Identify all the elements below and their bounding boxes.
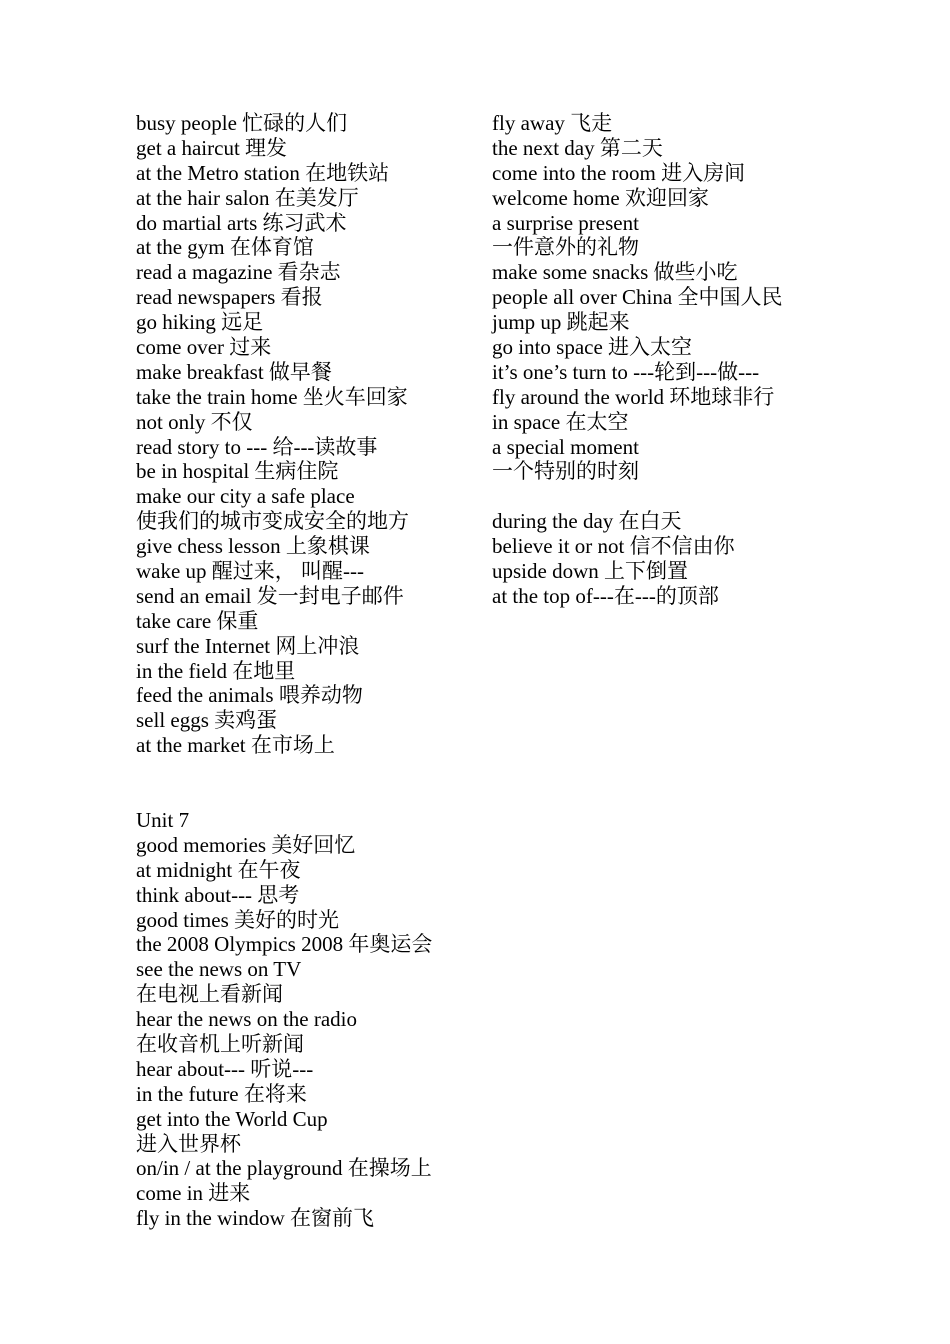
vocab-line: come over 过来: [136, 335, 272, 360]
vocab-line: at midnight 在午夜: [136, 857, 301, 882]
vocab-line: take the train home 坐火车回家: [136, 384, 408, 409]
blank-line: [136, 758, 466, 783]
vocab-line: at the hair salon 在美发厅: [136, 185, 359, 210]
vocab-line: read story to --- 给---读故事: [136, 434, 378, 459]
vocab-line: it’s one’s turn to ---轮到---做---: [492, 359, 760, 384]
vocab-line: the next day 第二天: [492, 135, 663, 160]
unit-heading: Unit 7: [136, 807, 190, 832]
blank-line: [492, 484, 822, 509]
vocab-line: 在收音机上听新闻: [136, 1031, 304, 1056]
left-column: [136, 111, 466, 1231]
vocab-line: fly in the window 在窗前飞: [136, 1206, 374, 1231]
vocab-line: see the news on TV: [136, 957, 302, 982]
vocab-line: fly away 飞走: [492, 111, 613, 135]
vocab-line: send an email 发一封电子邮件: [136, 583, 404, 608]
vocab-line: go hiking 远足: [136, 310, 264, 335]
vocab-line: on/in / at the playground 在操场上: [136, 1156, 432, 1181]
right-column: [492, 111, 822, 609]
vocab-line: not only 不仅: [136, 409, 253, 434]
vocab-line: 在电视上看新闻: [136, 982, 283, 1007]
vocab-line: get into the World Cup: [136, 1106, 328, 1131]
vocab-line: the 2008 Olympics 2008 年奥运会: [136, 932, 433, 957]
vocab-line: make some snacks 做些小吃: [492, 260, 738, 285]
vocab-line: read newspapers 看报: [136, 285, 323, 310]
vocab-line: in the future 在将来: [136, 1081, 307, 1106]
vocab-line: come into the room 进入房间: [492, 160, 746, 185]
vocab-line: welcome home 欢迎回家: [492, 185, 709, 210]
vocab-line: sell eggs 卖鸡蛋: [136, 708, 278, 733]
vocab-line: read a magazine 看杂志: [136, 260, 341, 285]
vocab-line: come in 进来: [136, 1181, 251, 1206]
vocab-line: take care 保重: [136, 608, 259, 633]
vocab-line: make breakfast 做早餐: [136, 359, 332, 384]
vocab-line: give chess lesson 上象棋课: [136, 534, 370, 559]
vocab-line: go into space 进入太空: [492, 335, 693, 360]
vocab-line: at the Metro station 在地铁站: [136, 160, 390, 185]
vocab-line: surf the Internet 网上冲浪: [136, 633, 360, 658]
vocab-line: upside down 上下倒置: [492, 559, 688, 584]
vocab-line: good times 美好的时光: [136, 907, 339, 932]
vocab-line: hear the news on the radio: [136, 1007, 358, 1032]
vocab-line: 一个特别的时刻: [492, 459, 639, 484]
vocab-line: a special moment: [492, 434, 639, 459]
vocab-line: wake up 醒过来， 叫醒---: [136, 559, 365, 584]
vocab-line: in the field 在地里: [136, 658, 296, 683]
vocab-line: hear about--- 听说---: [136, 1056, 314, 1081]
vocab-line: people all over China 全中国人民: [492, 285, 783, 310]
vocab-line: make our city a safe place: [136, 484, 355, 509]
vocab-line: do martial arts 练习武术: [136, 210, 347, 235]
vocab-line: a surprise present: [492, 210, 639, 235]
vocab-line: feed the animals 喂养动物: [136, 683, 363, 708]
vocab-line: think about--- 思考: [136, 882, 300, 907]
vocab-line: at the top of---在---的顶部: [492, 583, 719, 608]
blank-line: [136, 783, 466, 808]
vocab-line: get a haircut 理发: [136, 135, 288, 160]
vocab-line: good memories 美好回忆: [136, 832, 356, 857]
vocab-line: fly around the world 环地球非行: [492, 384, 775, 409]
vocab-line: at the gym 在体育馆: [136, 235, 314, 260]
vocab-line: at the market 在市场上: [136, 733, 335, 758]
vocab-line: jump up 跳起来: [492, 310, 630, 335]
vocab-line: 进入世界杯: [136, 1131, 241, 1156]
vocab-line: during the day 在白天: [492, 509, 682, 534]
vocab-line: busy people 忙碌的人们: [136, 111, 348, 135]
vocab-line: believe it or not 信不信由你: [492, 534, 735, 559]
vocab-line: in space 在太空: [492, 409, 629, 434]
vocab-line: 一件意外的礼物: [492, 235, 639, 260]
vocab-line: 使我们的城市变成安全的地方: [136, 509, 409, 534]
vocab-line: be in hospital 生病住院: [136, 459, 339, 484]
